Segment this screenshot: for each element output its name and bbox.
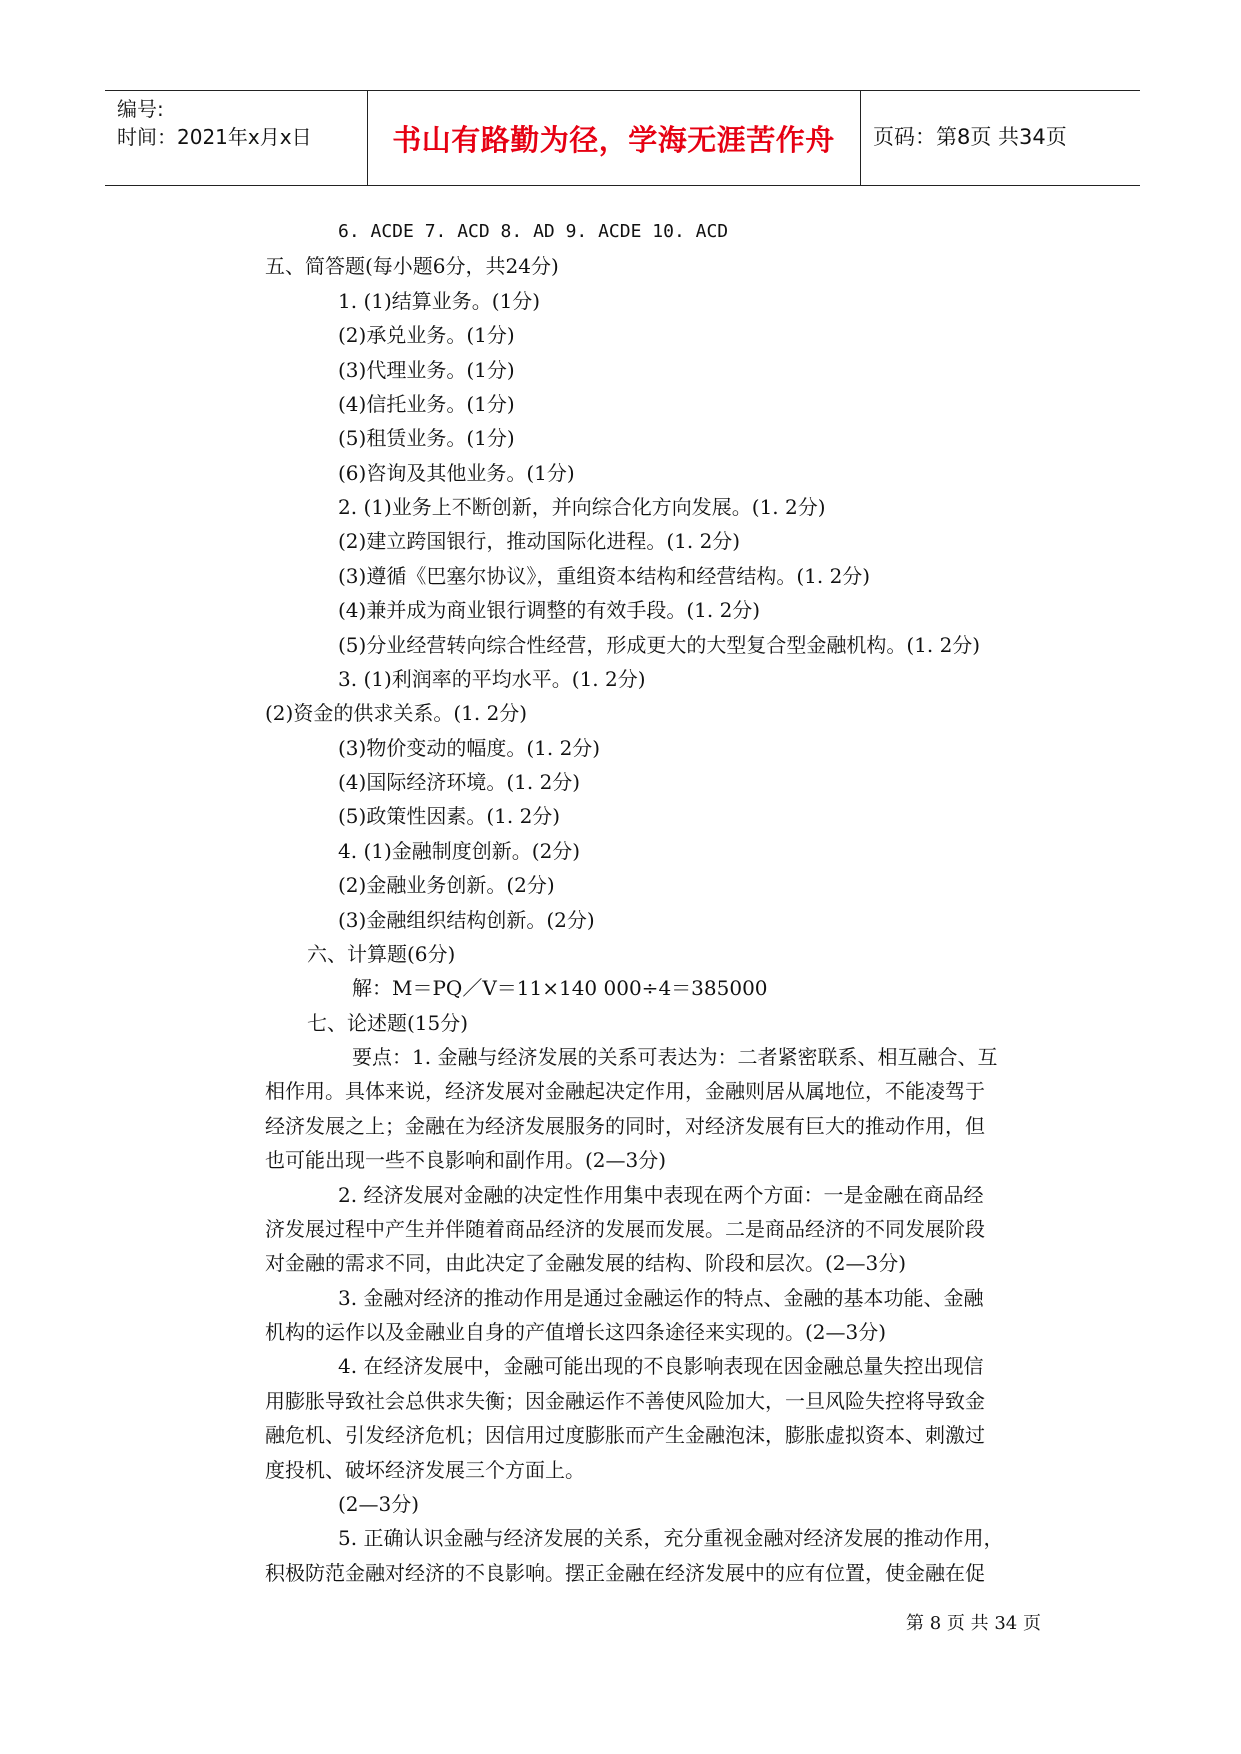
- header-motto: 书山有路勤为径，学海无涯苦作舟: [392, 123, 835, 157]
- page-footer: 第 8 页 共 34 页: [906, 1613, 1041, 1634]
- essay-line: 5. 正确认识金融与经济发展的关系，充分重视金融对经济发展的推动作用，: [338, 1526, 1004, 1550]
- answer-line: (2)资金的供求关系。(1. 2分): [265, 701, 528, 725]
- essay-line: 3. 金融对经济的推动作用是通过金融运作的特点、金融的基本功能、金融: [338, 1286, 984, 1310]
- answer-line: 3. (1)利润率的平均水平。(1. 2分): [338, 667, 646, 691]
- answer-line: (3)代理业务。(1分): [338, 358, 515, 382]
- answer-line: (6)咨询及其他业务。(1分): [338, 461, 575, 485]
- answer-line: (4)兼并成为商业银行调整的有效手段。(1. 2分): [338, 598, 761, 622]
- essay-line: 积极防范金融对经济的不良影响。摆正金融在经济发展中的应有位置，使金融在促: [265, 1561, 985, 1585]
- answer-line: (2)金融业务创新。(2分): [338, 873, 555, 897]
- essay-line: 经济发展之上；金融在为经济发展服务的同时，对经济发展有巨大的推动作用，但: [265, 1114, 985, 1138]
- essay-line: 济发展过程中产生并伴随着商品经济的发展而发展。二是商品经济的不同发展阶段: [265, 1217, 985, 1241]
- header-meta: [117, 95, 372, 151]
- answer-line: 4. (1)金融制度创新。(2分): [338, 839, 581, 863]
- page-header: [105, 90, 1140, 186]
- answer-line: (4)国际经济环境。(1. 2分): [338, 770, 581, 794]
- answer-line: (5)分业经营转向综合性经营，形成更大的大型复合型金融机构。(1. 2分): [338, 633, 981, 657]
- essay-line: 要点：1. 金融与经济发展的关系可表达为：二者紧密联系、相互融合、互: [352, 1045, 998, 1069]
- section-heading: 七、论述题(15分): [307, 1011, 469, 1035]
- answer-line: 1. (1)结算业务。(1分): [338, 289, 541, 313]
- essay-line: (2—3分): [338, 1492, 420, 1516]
- essay-line: 2. 经济发展对金融的决定性作用集中表现在两个方面：一是金融在商品经: [338, 1183, 984, 1207]
- section-heading: 六、计算题(6分): [307, 942, 456, 966]
- answer-line: (2)建立跨国银行，推动国际化进程。(1. 2分): [338, 529, 741, 553]
- answer-row: 6. ACDE 7. ACD 8. AD 9. ACDE 10. ACD: [338, 221, 729, 242]
- answer-line: (5)租赁业务。(1分): [338, 426, 515, 450]
- section-heading: 五、简答题(每小题6分，共24分): [265, 254, 559, 278]
- essay-line: 4. 在经济发展中，金融可能出现的不良影响表现在因金融总量失控出现信: [338, 1354, 984, 1378]
- essay-line: 度投机、破坏经济发展三个方面上。: [265, 1458, 585, 1482]
- answer-line: (5)政策性因素。(1. 2分): [338, 804, 561, 828]
- essay-line: 相作用。具体来说，经济发展对金融起决定作用，金融则居从属地位，不能凌驾于: [265, 1079, 985, 1103]
- essay-line: 机构的运作以及金融业自身的产值增长这四条途径来实现的。(2—3分): [265, 1320, 887, 1344]
- essay-line: 也可能出现一些不良影响和副作用。(2—3分): [265, 1148, 667, 1172]
- answer-line: (3)遵循《巴塞尔协议》，重组资本结构和经营结构。(1. 2分): [338, 564, 871, 588]
- essay-line: 用膨胀导致社会总供求失衡；因金融运作不善使风险加大，一旦风险失控将导致金: [265, 1389, 985, 1413]
- answer-line: 2. (1)业务上不断创新，并向综合化方向发展。(1. 2分): [338, 495, 826, 519]
- header-divider: [860, 91, 861, 185]
- answer-line: (3)物价变动的幅度。(1. 2分): [338, 736, 601, 760]
- serial-label: 编号:: [117, 97, 164, 121]
- answer-line: (2)承兑业务。(1分): [338, 323, 515, 347]
- essay-line: 对金融的需求不同，由此决定了金融发展的结构、阶段和层次。(2—3分): [265, 1251, 907, 1275]
- essay-line: 融危机、引发经济危机；因信用过度膨胀而产生金融泡沫，膨胀虚拟资本、刺激过: [265, 1423, 985, 1447]
- answer-line: 解：M＝PQ／V＝11×140 000÷4＝385000: [352, 976, 768, 1000]
- answer-line: (3)金融组织结构创新。(2分): [338, 908, 595, 932]
- time-label: 时间：2021年x月x日: [117, 125, 312, 149]
- header-page-info: 页码：第8页 共34页: [873, 125, 1067, 149]
- answer-line: (4)信托业务。(1分): [338, 392, 515, 416]
